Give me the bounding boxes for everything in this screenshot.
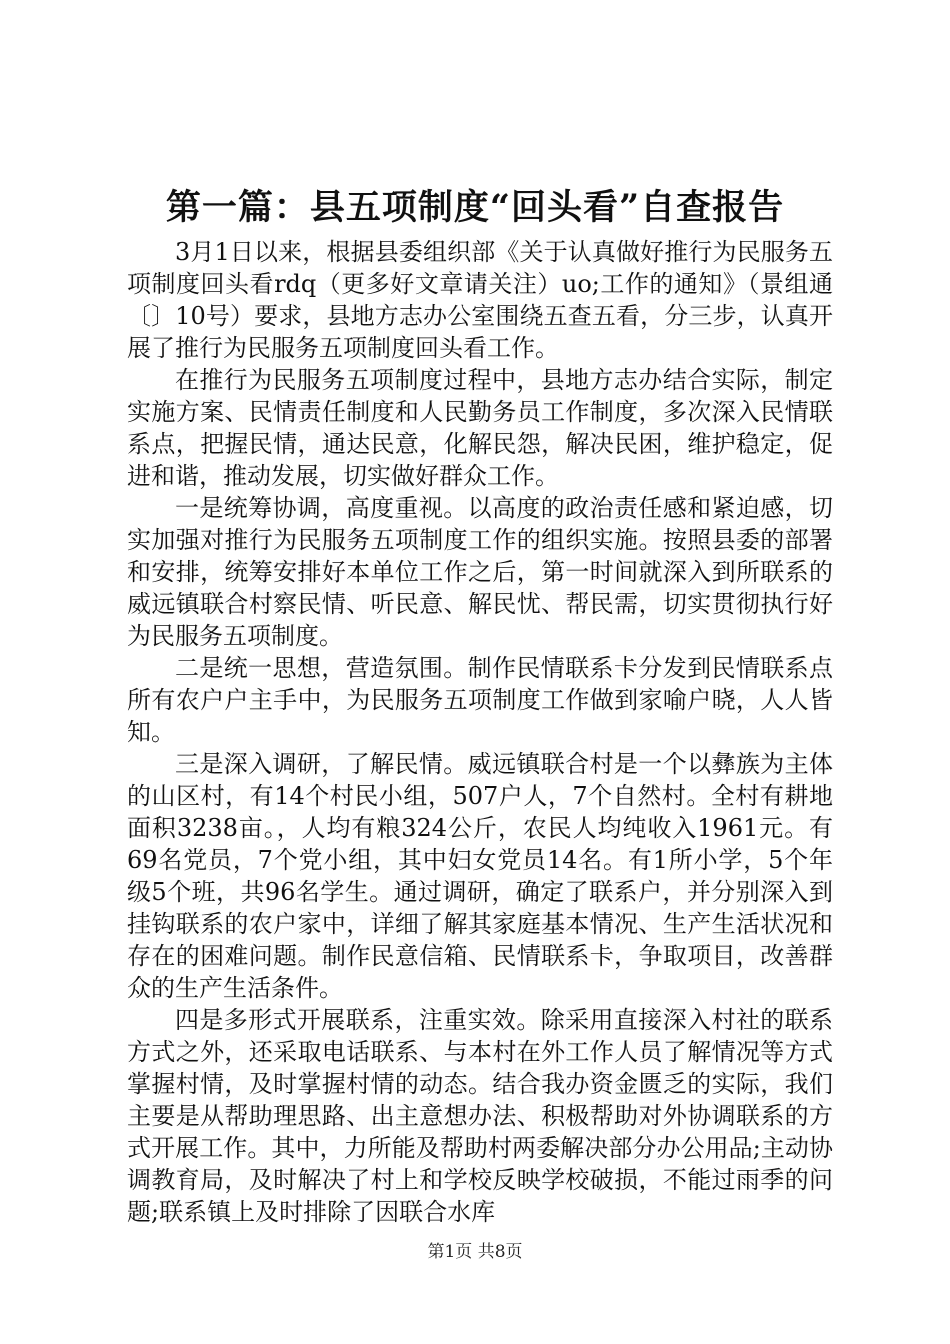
paragraph-point-four: 四是多形式开展联系，注重实效。除采用直接深入村社的联系方式之外，还采取电话联系、与本村在外工作人员了解情况等方式掌握村情，及时掌握村情的动态。结合我办资金匮乏的实际，我们主要是从帮助理思路、出主意想办法、积极帮助对外协调联系的方式开展工作。其中，力所能及帮助村两委解决部分办公用品;主动协调教育局，及时解决了村上和学校反映学校破损，不能过雨季的问题;联系镇上及时排除了因联合水库	[127, 1006, 833, 1226]
document-title: 第一篇：县五项制度“回头看”自查报告	[165, 187, 785, 228]
document-body	[127, 236, 833, 1228]
paragraph-intro: 3月1日以来，根据县委组织部《关于认真做好推行为民服务五项制度回头看rdq（更多好文章请关注）uo;工作的通知》（景组通〔〕10号）要求，县地方志办公室围绕五查五看，分三步，认真开展了推行为民服务五项制度回头看工作。	[127, 238, 833, 362]
paragraph-point-three: 三是深入调研，了解民情。威远镇联合村是一个以彝族为主体的山区村，有14个村民小组，507户人，7个自然村。全村有耕地面积3238亩。，人均有粮324公斤，农民人均纯收入1961元。有69名党员，7个党小组，其中妇女党员14名。有1所小学，5个年级5个班，共96名学生。通过调研，确定了联系户，并分别深入到挂钩联系的农户家中，详细了解其家庭基本情况、生产生活状况和存在的困难问题。制作民意信箱、民情联系卡，争取项目，改善群众的生产生活条件。	[127, 750, 833, 1002]
paragraph-overview: 在推行为民服务五项制度过程中，县地方志办结合实际，制定实施方案、民情责任制度和人民勤务员工作制度，多次深入民情联系点，把握民情，通达民意，化解民怨，解决民困，维护稳定，促进和谐，推动发展，切实做好群众工作。	[127, 366, 833, 490]
paragraph-point-one: 一是统筹协调，高度重视。以高度的政治责任感和紧迫感，切实加强对推行为民服务五项制度工作的组织实施。按照县委的部署和安排，统筹安排好本单位工作之后，第一时间就深入到所联系的威远镇联合村察民情、听民意、解民忧、帮民需，切实贯彻执行好为民服务五项制度。	[127, 494, 833, 650]
page-footer: 第1页 共8页	[427, 1242, 523, 1262]
paragraph-point-two: 二是统一思想，营造氛围。制作民情联系卡分发到民情联系点所有农户户主手中，为民服务五项制度工作做到家喻户晓，人人皆知。	[127, 654, 833, 746]
